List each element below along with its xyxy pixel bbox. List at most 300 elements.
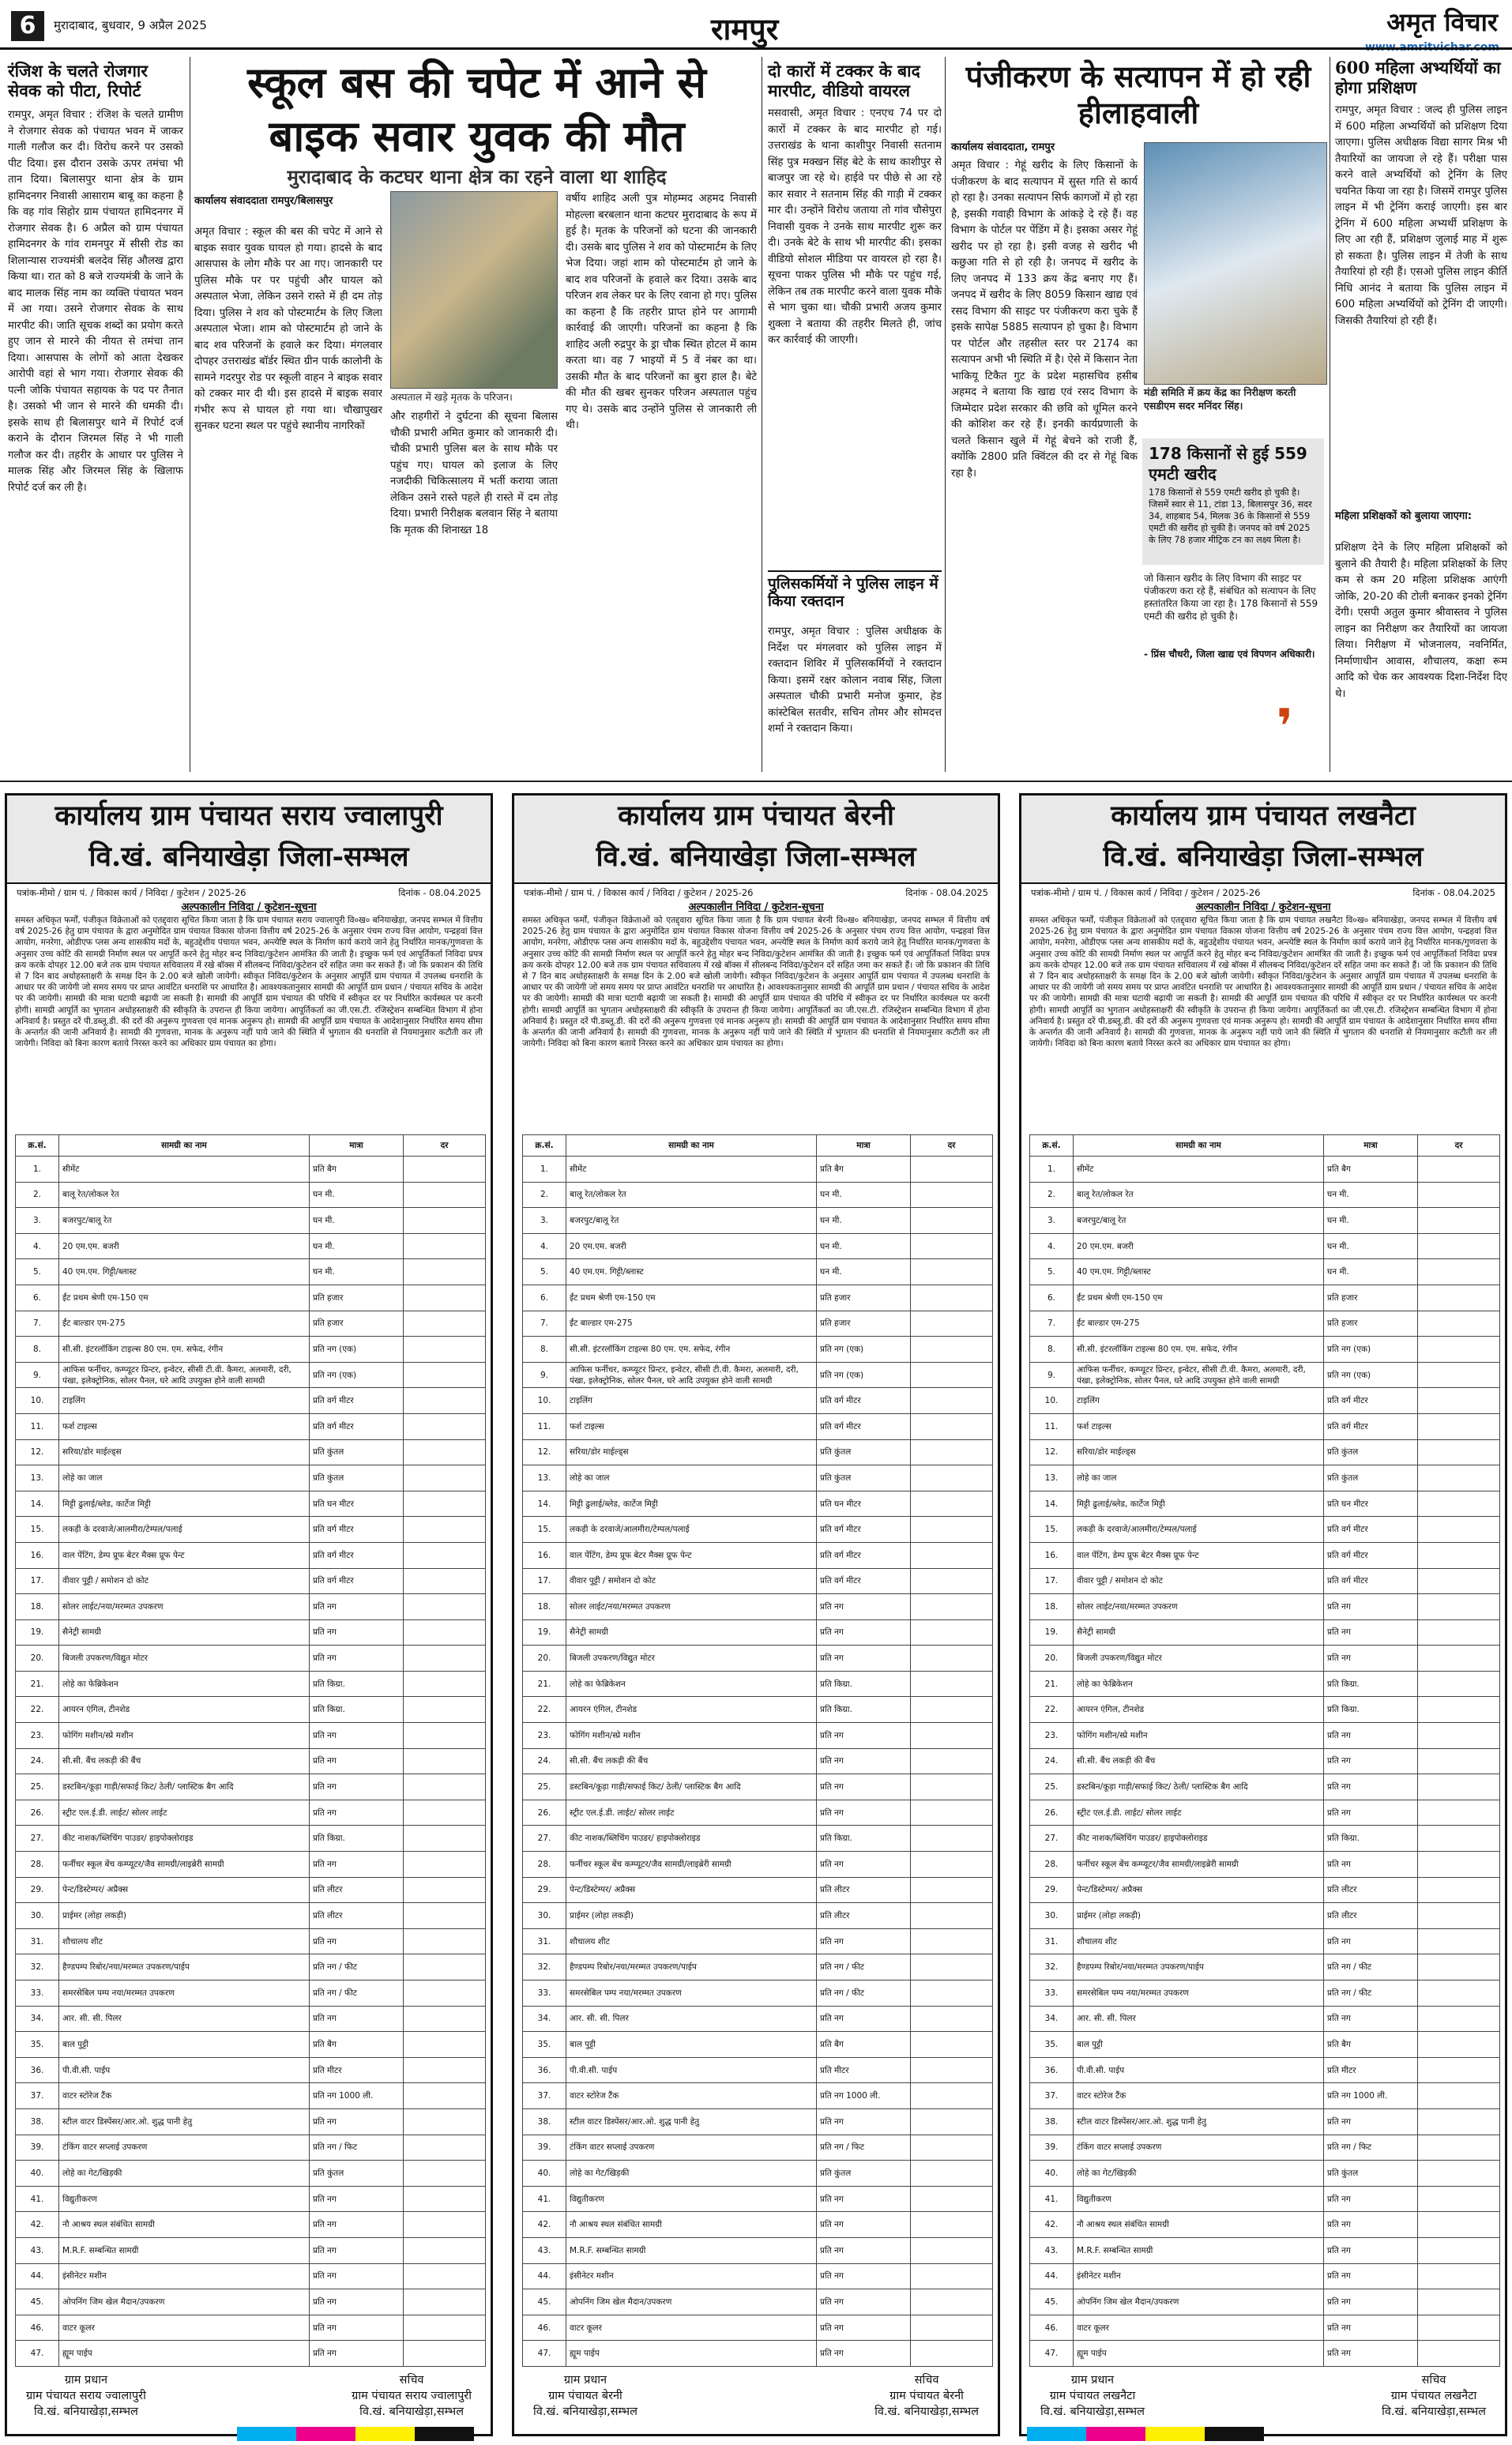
rate [911, 1723, 993, 1749]
rate [1418, 2237, 1500, 2263]
table-row [16, 1491, 486, 1517]
table-row [16, 1928, 486, 1954]
table-row [1030, 2108, 1500, 2135]
unit: प्रति नग [1324, 1800, 1418, 1826]
rate [911, 1826, 993, 1852]
material-name: समरसेबिल पम्प नया/मरम्मत उपकरण [1074, 1980, 1324, 2007]
unit: प्रति नग [310, 2006, 404, 2032]
material-name: ओपनिंग जिम खेल मैदान/उपकरण [566, 2289, 817, 2315]
rate [911, 1542, 993, 1568]
unit: प्रति नग (एक) [1324, 1362, 1418, 1388]
rate [911, 1157, 993, 1183]
material-name: सैनेट्री सामग्री [566, 1619, 817, 1646]
row-number: 45. [523, 2289, 566, 2315]
rate [404, 1748, 486, 1774]
unit: प्रति वर्ग मीटर [310, 1568, 404, 1594]
material-name: बालू रेत/लोकल रेत [566, 1182, 817, 1208]
rate [911, 1594, 993, 1620]
signatory-panchayat: ग्राम पंचायत लखनैटा [1390, 2389, 1477, 2402]
unit: प्रति मीटर [310, 2057, 404, 2083]
material-name: टाइलिंग [59, 1388, 310, 1414]
material-name: शौचालय शीट [1074, 1928, 1324, 1954]
material-name: टाइलिंग [566, 1388, 817, 1414]
rate [1418, 1465, 1500, 1491]
material-name: ईंट प्रथम श्रेणी एम-150 एम [59, 1285, 310, 1311]
row-number: 37. [1030, 2083, 1074, 2109]
row-number: 24. [523, 1748, 566, 1774]
table-row [1030, 1671, 1500, 1697]
rate [404, 1954, 486, 1980]
rate [1418, 1439, 1500, 1465]
rate [1418, 2083, 1500, 2109]
unit: घन मी. [817, 1208, 911, 1234]
rate [404, 1208, 486, 1234]
signatory-title: सचिव [399, 2373, 424, 2387]
row-number: 5. [523, 1259, 566, 1285]
row-number: 20. [1030, 1646, 1074, 1672]
unit: प्रति नग 1000 ली. [1324, 2083, 1418, 2109]
unit: प्रति किग्रा. [817, 1671, 911, 1697]
rate [404, 1903, 486, 1929]
material-name: आयरन एंगिल, टीनशेड [1074, 1697, 1324, 1723]
unit: प्रति नग / फीट [310, 1954, 404, 1980]
rate [911, 1671, 993, 1697]
column-divider [945, 57, 946, 772]
unit: प्रति किग्रा. [817, 1697, 911, 1723]
unit: प्रति नग [817, 2186, 911, 2212]
material-name: लोहे का जाल [1074, 1465, 1324, 1491]
row-number: 31. [16, 1928, 59, 1954]
table-row [1030, 1388, 1500, 1414]
quote-text: जो किसान खरीद के लिए विभाग की साइट पर पंजीकरण करा रहे हैं, संबंधित को सत्यापन के लिए हस्तांतरित किया जा रहा है। 178 किसानों से 559 एमटी की खरीद हो चुकी है। [1144, 573, 1318, 622]
unit: प्रति नग [1324, 2186, 1418, 2212]
table-row [16, 1619, 486, 1646]
signatory-block: वि.खं. बनियाखेड़ा,सम्भल [533, 2405, 638, 2418]
unit: प्रति नग [817, 1852, 911, 1878]
unit: प्रति नग / फीट [817, 1954, 911, 1980]
rate [1418, 2186, 1500, 2212]
material-name: वीवार पुट्टी / समोशन दो कोट [566, 1568, 817, 1594]
row-number: 18. [1030, 1594, 1074, 1620]
table-row [1030, 1619, 1500, 1646]
reference-date: दिनांक - 08.04.2025 [1412, 887, 1495, 898]
column-header: मात्रा [817, 1135, 911, 1157]
table-row [523, 2237, 993, 2263]
rate [404, 2263, 486, 2289]
row-number: 39. [16, 2135, 59, 2161]
material-name: सरिया/डोर माईल्ड्स [1074, 1439, 1324, 1465]
unit: प्रति नग [1324, 2341, 1418, 2367]
row-number: 23. [16, 1723, 59, 1749]
rate [1418, 2161, 1500, 2187]
rate [911, 1233, 993, 1259]
rate [404, 1465, 486, 1491]
unit: प्रति नग [310, 1800, 404, 1826]
material-name: प्राईमर (लोहा लकड़ी) [566, 1903, 817, 1929]
unit: प्रति नग [310, 2315, 404, 2341]
reference-date: दिनांक - 08.04.2025 [398, 887, 481, 898]
notice-heading: अल्पकालीन निविदा / कुटेशन-सूचना [181, 901, 317, 913]
rate [404, 1826, 486, 1852]
lead-body-part2: और राहगीरों ने दुर्घटना की सूचना बिलास चौकी प्रभारी अमित कुमार को जानकारी दी। चौकी प्रभारी पुलिस बल के साथ मौके पर पहुंच गए। घायल को इलाज के लिए नजदीकी चिकित्सालय में भर्ती कराया जाता लेकिन उसने रास्ते पहले ही रास्ते में दम तोड़ दिया। प्रभारी निरीक्षक बलवान सिंह ने बताया कि मृतक की शिनाख्त 18 [390, 411, 558, 536]
unit: प्रति कुंतल [1324, 1439, 1418, 1465]
row-number: 36. [16, 2057, 59, 2083]
material-name: टंकिंग वाटर सप्लाई उपकरण [1074, 2135, 1324, 2161]
signatory-title: ग्राम प्रधान [1070, 2373, 1115, 2387]
unit: प्रति वर्ग मीटर [1324, 1413, 1418, 1439]
material-name: सरिया/डोर माईल्ड्स [59, 1439, 310, 1465]
material-name: फर्श टाइल्स [59, 1413, 310, 1439]
row-number: 14. [523, 1491, 566, 1517]
unit: घन मी. [817, 1259, 911, 1285]
table-row [1030, 2212, 1500, 2238]
table-row [16, 2135, 486, 2161]
material-name: सी.सी. इंटरलॉकिंग टाइल्स 80 एम. एम. सफेद, रंगीन [1074, 1337, 1324, 1363]
tender-title [514, 796, 998, 884]
rate [404, 2212, 486, 2238]
table-row [523, 1157, 993, 1183]
material-name: लकड़ी के दरवाजे/आलमीरा/टेम्पल/पलाई [566, 1517, 817, 1543]
unit: प्रति किग्रा. [310, 1826, 404, 1852]
material-name: समरसेबिल पम्प नया/मरम्मत उपकरण [566, 1980, 817, 2007]
tender-title-line1: कार्यालय ग्राम पंचायत लखनैटा [1111, 799, 1416, 832]
table-row [1030, 1646, 1500, 1672]
row-number: 13. [16, 1465, 59, 1491]
unit: प्रति वर्ग मीटर [1324, 1542, 1418, 1568]
table-row [523, 1954, 993, 1980]
notice-body: समस्त अधिकृत फर्मों, पंजीकृत विक्रेताओं को एतद्द्वारा सूचित किया जाता है कि ग्राम पंचायत सराय ज्वालापुरी वि०ख० बनियाखेड़ा, जनपद सम्भल में वित्तीय वर्ष 2025-26 हेतु ग्राम पंचायत के द्वारा अनुमोदित ग्राम पंचायत विकास योजना वित्तीय वर्ष 2025-26 के अनुसार पंचम राज्य वित्त आयोग, पन्द्रहवां वित्त आयोग, मनरेगा, ओडीएफ प्लस अन्य शासकीय मदों के, बहुउद्देशीय पंचायत भवन, अन्त्येष्टि स्थल के निर्माण कार्य कराये जाने हेतु निर्धारित मानक/गुणवत्ता के अनुसार उच्च कोटि की सामग्री निर्माण स्थल पर आपूर्ति करने हेतु मोहर बन्द निविदा/कुटेशन आमंत्रित की जाती है। इच्छुक फर्म एवं आपूर्तिकर्ता निविदा प्रपत्र क्रय करके दोपहर 12.00 बजे तक ग्राम पंचायत सचिवालय में रखे बॉक्स में सीलबन्द निविदा/कुटेशन दरें सहित जमा कर सकते हैं। जो कि प्रकाशन की तिथि से 7 दिन बाद अधोहस्ताक्षरी के समक्ष दिन के 2.00 बजे खोली जायेगी। स्वीकृत निविदा/कुटेशन के अनुसार आपूर्ति ग्राम पंचायत में उपलब्ध धनराशि के आधार पर की जायेगी जो समय समय पर प्राप्त आवंटित धनराशि पर आधारित है। आवश्यकतानुसार सामग्री की आपूर्ति ग्राम प्रधान / पंचायत सचिव के आदेश पर की जायेगी। सामग्री की मात्रा घटायी बढ़ायी जा सकती है। सामग्री की आपूर्ति ग्राम पंचायत की परिधि में स्वीकृत दर पर निर्धारित कार्यस्थल पर करनी होगी। सामग्री आपूर्ति का भुगतान अधोहस्ताक्षरी की स्वीकृति के उपरान्त ही किया जायेगा। आपूर्तिकर्ता का जी.एस.टी. रजिस्ट्रेशन सम्बन्धित विभाग में होना अनिवार्य है। प्रस्तुत दरें पी.डब्लू.डी. की दरों की अनुरूप गुणवत्ता एवं मानक अनुरूप हो। सामग्री की आपूर्ति ग्राम पंचायत के आदेशानुसार निर्धारित समय सीमा के अन्तर्गत की जानी अनिवार्य है। सामग्री की गुणवत्ता, मानक के अनुरूप नहीं पाये जाने की स्थिति में भुगतान की धनराशि से नियमानुसार कटौती कर ली जायेगी। निविदा को बिना कारण बताये निरस्त करने का अधिकार ग्राम पंचायत का होगा। [15, 916, 483, 1049]
lead-photo [390, 191, 558, 389]
material-name: ईंट प्रथम श्रेणी एम-150 एम [1074, 1285, 1324, 1311]
material-name: वाल पेंटिंग, डेम्प प्रूफ बेटर मैक्स प्रूफ पेन्ट [566, 1542, 817, 1568]
unit: प्रति नग [1324, 2006, 1418, 2032]
material-name: पी.वी.सी. पाईप [1074, 2057, 1324, 2083]
table-row [16, 1748, 486, 1774]
unit: प्रति नग [310, 2212, 404, 2238]
lead-headline-line1: स्कूल बस की चपेट में आने से [247, 57, 706, 107]
table-row [523, 1439, 993, 1465]
tender-reference [514, 884, 998, 899]
rate [404, 1774, 486, 1800]
material-name: वाटर स्टोरेज टैंक [566, 2083, 817, 2109]
material-name: डस्टबिन/कूड़ा गाड़ी/सफाई किट/ ठेली/ प्लास्टिक बैग आदि [1074, 1774, 1324, 1800]
unit: प्रति नग / फिट [310, 2135, 404, 2161]
row-number: 8. [1030, 1337, 1074, 1363]
rate [1418, 1233, 1500, 1259]
rate [1418, 1542, 1500, 1568]
table-row [1030, 1723, 1500, 1749]
table-row [523, 1413, 993, 1439]
material-name: टंकिंग वाटर सप्लाई उपकरण [59, 2135, 310, 2161]
row-number: 3. [16, 1208, 59, 1234]
info-box-headline: 178 किसानों से हुई 559 एमटी खरीद [1149, 444, 1307, 483]
table-row [1030, 2237, 1500, 2263]
material-name: लोहे का जाल [59, 1465, 310, 1491]
row-number: 24. [16, 1748, 59, 1774]
signatory-panchayat: ग्राम पंचायत सराय ज्वालापुरी [26, 2389, 146, 2402]
material-name: नौ आश्रय स्थल संबंधित सामग्री [1074, 2212, 1324, 2238]
row-number: 10. [1030, 1388, 1074, 1414]
unit: प्रति हजार [1324, 1285, 1418, 1311]
unit: प्रति कुंतल [1324, 1465, 1418, 1491]
material-name: बिजली उपकरण/विद्युत मोटर [566, 1646, 817, 1672]
row-number: 6. [523, 1285, 566, 1311]
table-row [16, 1233, 486, 1259]
story-headline: पंजीकरण के सत्यापन में हो रही हीलाहवाली [965, 58, 1311, 130]
table-row [16, 1800, 486, 1826]
table-row [16, 2032, 486, 2058]
rate [404, 1671, 486, 1697]
rate [1418, 1646, 1500, 1672]
row-number: 28. [523, 1852, 566, 1878]
rate [404, 1928, 486, 1954]
material-name: स्टील वाटर डिस्पेंसर/आर.ओ. शुद्ध पानी हेतु [1074, 2108, 1324, 2135]
signatory-panchayat: ग्राम पंचायत लखनैटा [1049, 2389, 1136, 2402]
material-name: सीमेंट [59, 1157, 310, 1183]
unit: प्रति नग [310, 1723, 404, 1749]
table-row [1030, 2161, 1500, 2187]
material-name: ह्यूम पाईप [566, 2341, 817, 2367]
row-number: 44. [523, 2263, 566, 2289]
row-number: 42. [16, 2212, 59, 2238]
material-name: सी.सी. इंटरलॉकिंग टाइल्स 80 एम. एम. सफेद, रंगीन [59, 1337, 310, 1363]
unit: घन मी. [310, 1208, 404, 1234]
table-row [16, 2237, 486, 2263]
material-name: डस्टबिन/कूड़ा गाड़ी/सफाई किट/ ठेली/ प्लास्टिक बैग आदि [59, 1774, 310, 1800]
reference-date: दिनांक - 08.04.2025 [905, 887, 988, 898]
column-header: मात्रा [1324, 1135, 1418, 1157]
unit: प्रति बैग [1324, 1157, 1418, 1183]
rate [404, 2186, 486, 2212]
material-name: 40 एम.एम. गिट्टी/ब्लास्ट [1074, 1259, 1324, 1285]
row-number: 45. [16, 2289, 59, 2315]
row-number: 46. [16, 2315, 59, 2341]
unit: प्रति लीटर [817, 1877, 911, 1903]
row-number: 29. [1030, 1877, 1074, 1903]
unit: प्रति नग [817, 1800, 911, 1826]
rate [911, 1800, 993, 1826]
table-row [16, 1439, 486, 1465]
rate [404, 2161, 486, 2187]
unit: प्रति नग (एक) [310, 1337, 404, 1363]
rate [911, 1337, 993, 1363]
material-name: वाल पेंटिंग, डेम्प प्रूफ बेटर मैक्स प्रूफ पेन्ट [59, 1542, 310, 1568]
unit: प्रति नग [817, 2006, 911, 2032]
unit: प्रति नग [310, 1594, 404, 1620]
material-name: बाल पुट्टी [566, 2032, 817, 2058]
rate [911, 2006, 993, 2032]
row-number: 21. [16, 1671, 59, 1697]
row-number: 20. [523, 1646, 566, 1672]
unit: प्रति नग / फीट [817, 1980, 911, 2007]
rate [911, 2341, 993, 2367]
rate [1418, 1800, 1500, 1826]
rate [911, 1259, 993, 1285]
column-header: सामग्री का नाम [1074, 1135, 1324, 1157]
story-headline: दो कारों में टक्कर के बाद मारपीट, वीडियो वायरल [768, 61, 920, 100]
material-name: आफिस फर्नीचर, कम्प्यूटर प्रिन्टर, इन्वेटर, सीसी टी.वी. कैमरा, अलमारी, दरी, पंखा, इलेक्ट्रोनिक, सोलर पैनल, घरे आदि उपयुक्त होने वाली सामग्री [59, 1362, 310, 1388]
rate [1418, 1877, 1500, 1903]
row-number: 22. [523, 1697, 566, 1723]
unit: प्रति नग [817, 2212, 911, 2238]
unit: प्रति नग (एक) [817, 1362, 911, 1388]
rate [1418, 1337, 1500, 1363]
row-number: 31. [523, 1928, 566, 1954]
material-name: लकड़ी के दरवाजे/आलमीरा/टेम्पल/पलाई [1074, 1517, 1324, 1543]
table-row [16, 2108, 486, 2135]
row-number: 26. [16, 1800, 59, 1826]
materials-table [15, 1134, 486, 2367]
unit: घन मी. [817, 1233, 911, 1259]
unit: प्रति लीटर [1324, 1877, 1418, 1903]
rate [911, 2212, 993, 2238]
signature-block [514, 2367, 998, 2419]
table-row [1030, 2057, 1500, 2083]
material-name: सीमेंट [566, 1157, 817, 1183]
material-name: पी.वी.सी. पाईप [566, 2057, 817, 2083]
material-name: शौचालय शीट [59, 1928, 310, 1954]
table-row [523, 1259, 993, 1285]
unit: प्रति लीटर [310, 1877, 404, 1903]
table-row [1030, 2263, 1500, 2289]
row-number: 33. [16, 1980, 59, 2007]
rate [1418, 1852, 1500, 1878]
material-name: 20 एम.एम. बजरी [566, 1233, 817, 1259]
row-number: 17. [16, 1568, 59, 1594]
unit: प्रति नग [817, 2289, 911, 2315]
unit: प्रति हजार [310, 1285, 404, 1311]
unit: प्रति नग [1324, 1748, 1418, 1774]
table-row [523, 2032, 993, 2058]
reference-number: पत्रांक-मीमो / ग्राम पं. / विकास कार्य / निविदा / कुटेशन / 2025-26 [1031, 887, 1261, 898]
unit: प्रति नग [817, 1723, 911, 1749]
row-number: 21. [523, 1671, 566, 1697]
table-row [523, 2341, 993, 2367]
rate [404, 1285, 486, 1311]
row-number: 42. [523, 2212, 566, 2238]
row-number: 5. [16, 1259, 59, 1285]
rate [1418, 1311, 1500, 1337]
row-number: 16. [523, 1542, 566, 1568]
material-name: 20 एम.एम. बजरी [59, 1233, 310, 1259]
material-name: बाल पुट्टी [59, 2032, 310, 2058]
row-number: 23. [523, 1723, 566, 1749]
material-name: सी.सी. बैंच लकड़ी की बैंच [59, 1748, 310, 1774]
row-number: 17. [523, 1568, 566, 1594]
rate [1418, 1182, 1500, 1208]
row-number: 37. [523, 2083, 566, 2109]
row-number: 41. [1030, 2186, 1074, 2212]
unit: घन मी. [310, 1233, 404, 1259]
rate [1418, 1157, 1500, 1183]
rate [1418, 1413, 1500, 1439]
row-number: 25. [1030, 1774, 1074, 1800]
row-number: 4. [16, 1233, 59, 1259]
material-name: सरिया/डोर माईल्ड्स [566, 1439, 817, 1465]
story-body: प्रशिक्षण देने के लिए महिला प्रशिक्षकों को बुलाने की तैयारी है। महिला प्रशिक्षकों के लिए कम से कम 20 महिला प्रशिक्षक आएंगी जोकि, 20-20 की टोली बनाकर इनको ट्रेनिंग देंगी। एसपी अतुल कुमार श्रीवास्तव ने पुलिस लाइन का निरीक्षण कर तैयारियों का जायजा लिया। निरीक्षण में भोजनालय, नवनिर्मित, निर्माणाधीन आवास, शौचालय, कक्षा रूम आदि को चेक कर आवश्यक दिशा-निर्देश दिए थे। [1335, 542, 1507, 700]
material-name: ईंट बाल्डार एम-275 [1074, 1311, 1324, 1337]
unit: प्रति वर्ग मीटर [1324, 1517, 1418, 1543]
lead-body-part1: अमृत विचार : स्कूल की बस की चपेट में आने से बाइक सवार युवक घायल हो गया। हादसे के बाद आसपास के लोग मौके पर आ गए। जानकारी पर पुलिस मौके पर पर पहुंची और घायल को अस्पताल भेजा, लेकिन उसने रास्ते में ही दम तोड़ दिया। पुलिस ने शव को पोस्टमार्टम के लिए जिला अस्पताल भेजा। शाम को पोस्टमार्टम हो जाने के बाद शव परिजनों के हवाले कर दिया। मंगलवार दोपहर उत्तराखंड बॉर्डर स्थित ग्रीन पार्क कालोनी के सामने गदरपुर रोड पर स्कूली वाहन ने बाइक सवार को टक्कर मार दी थी। इस हादसे में बाइक सवार गंभीर रूप से घायल हो गया था। चौखापुखर सुनकर घटना स्थल पर पहुंचे स्थानीय नागरिकों [194, 226, 382, 432]
material-name: बालू रेत/लोकल रेत [59, 1182, 310, 1208]
table-row [523, 2135, 993, 2161]
rate [1418, 1285, 1500, 1311]
material-name: वीवार पुट्टी / समोशन दो कोट [1074, 1568, 1324, 1594]
row-number: 18. [16, 1594, 59, 1620]
tender-title-line2: वि.खं. बनियाखेड़ा जिला-सम्भल [1103, 841, 1424, 873]
unit: प्रति नग [1324, 1619, 1418, 1646]
table-row [1030, 1362, 1500, 1388]
rate [911, 2315, 993, 2341]
row-number: 36. [523, 2057, 566, 2083]
unit: प्रति नग [310, 2263, 404, 2289]
signatory-title: ग्राम प्रधान [563, 2373, 607, 2387]
table-row [1030, 2006, 1500, 2032]
unit: प्रति नग [310, 2108, 404, 2135]
row-number: 5. [1030, 1259, 1074, 1285]
rate [911, 1285, 993, 1311]
material-name: सैनेट्री सामग्री [59, 1619, 310, 1646]
row-number: 36. [1030, 2057, 1074, 2083]
row-number: 9. [1030, 1362, 1074, 1388]
unit: घन मी. [310, 1259, 404, 1285]
table-row [16, 1208, 486, 1234]
material-name: वाटर स्टोरेज टैंक [59, 2083, 310, 2109]
table-row [523, 1182, 993, 1208]
row-number: 47. [16, 2341, 59, 2367]
rate [1418, 2135, 1500, 2161]
unit: प्रति बैग [817, 1157, 911, 1183]
rate [404, 1619, 486, 1646]
unit: प्रति किग्रा. [1324, 1697, 1418, 1723]
row-number: 15. [1030, 1517, 1074, 1543]
row-number: 1. [523, 1157, 566, 1183]
print-color-bar [237, 2427, 474, 2441]
table-row [16, 2289, 486, 2315]
table-row [523, 1723, 993, 1749]
unit: प्रति नग 1000 ली. [817, 2083, 911, 2109]
quote-mark-icon: ❜ [1277, 699, 1293, 754]
unit: प्रति नग [1324, 2263, 1418, 2289]
unit: प्रति नग [310, 2289, 404, 2315]
unit: प्रति नग [310, 1646, 404, 1672]
unit: प्रति नग [310, 1619, 404, 1646]
tender-title-line1: कार्यालय ग्राम पंचायत सराय ज्वालापुरी [55, 799, 443, 832]
rate [911, 1619, 993, 1646]
unit: प्रति नग [817, 2263, 911, 2289]
material-name: आफिस फर्नीचर, कम्प्यूटर प्रिन्टर, इन्वेटर, सीसी टी.वी. कैमरा, अलमारी, दरी, पंखा, इलेक्ट्रोनिक, सोलर पैनल, घरे आदि उपयुक्त होने वाली सामग्री [1074, 1362, 1324, 1388]
table-row [16, 1259, 486, 1285]
table-row [523, 2006, 993, 2032]
rate [911, 1413, 993, 1439]
table-row [16, 2006, 486, 2032]
rate [911, 1182, 993, 1208]
rate [404, 1697, 486, 1723]
material-name: इंसीनेटर मशीन [59, 2263, 310, 2289]
material-name: M.R.F. सम्बन्धित सामग्री [1074, 2237, 1324, 2263]
row-number: 12. [523, 1439, 566, 1465]
table-row [1030, 2083, 1500, 2109]
unit: प्रति नग [817, 2108, 911, 2135]
row-number: 22. [1030, 1697, 1074, 1723]
row-number: 7. [523, 1311, 566, 1337]
row-number: 40. [16, 2161, 59, 2187]
unit: प्रति नग (एक) [1324, 1337, 1418, 1363]
row-number: 24. [1030, 1748, 1074, 1774]
material-name: वाटर कूलर [59, 2315, 310, 2341]
unit: प्रति नग [1324, 1774, 1418, 1800]
unit: प्रति घन मीटर [1324, 1491, 1418, 1517]
